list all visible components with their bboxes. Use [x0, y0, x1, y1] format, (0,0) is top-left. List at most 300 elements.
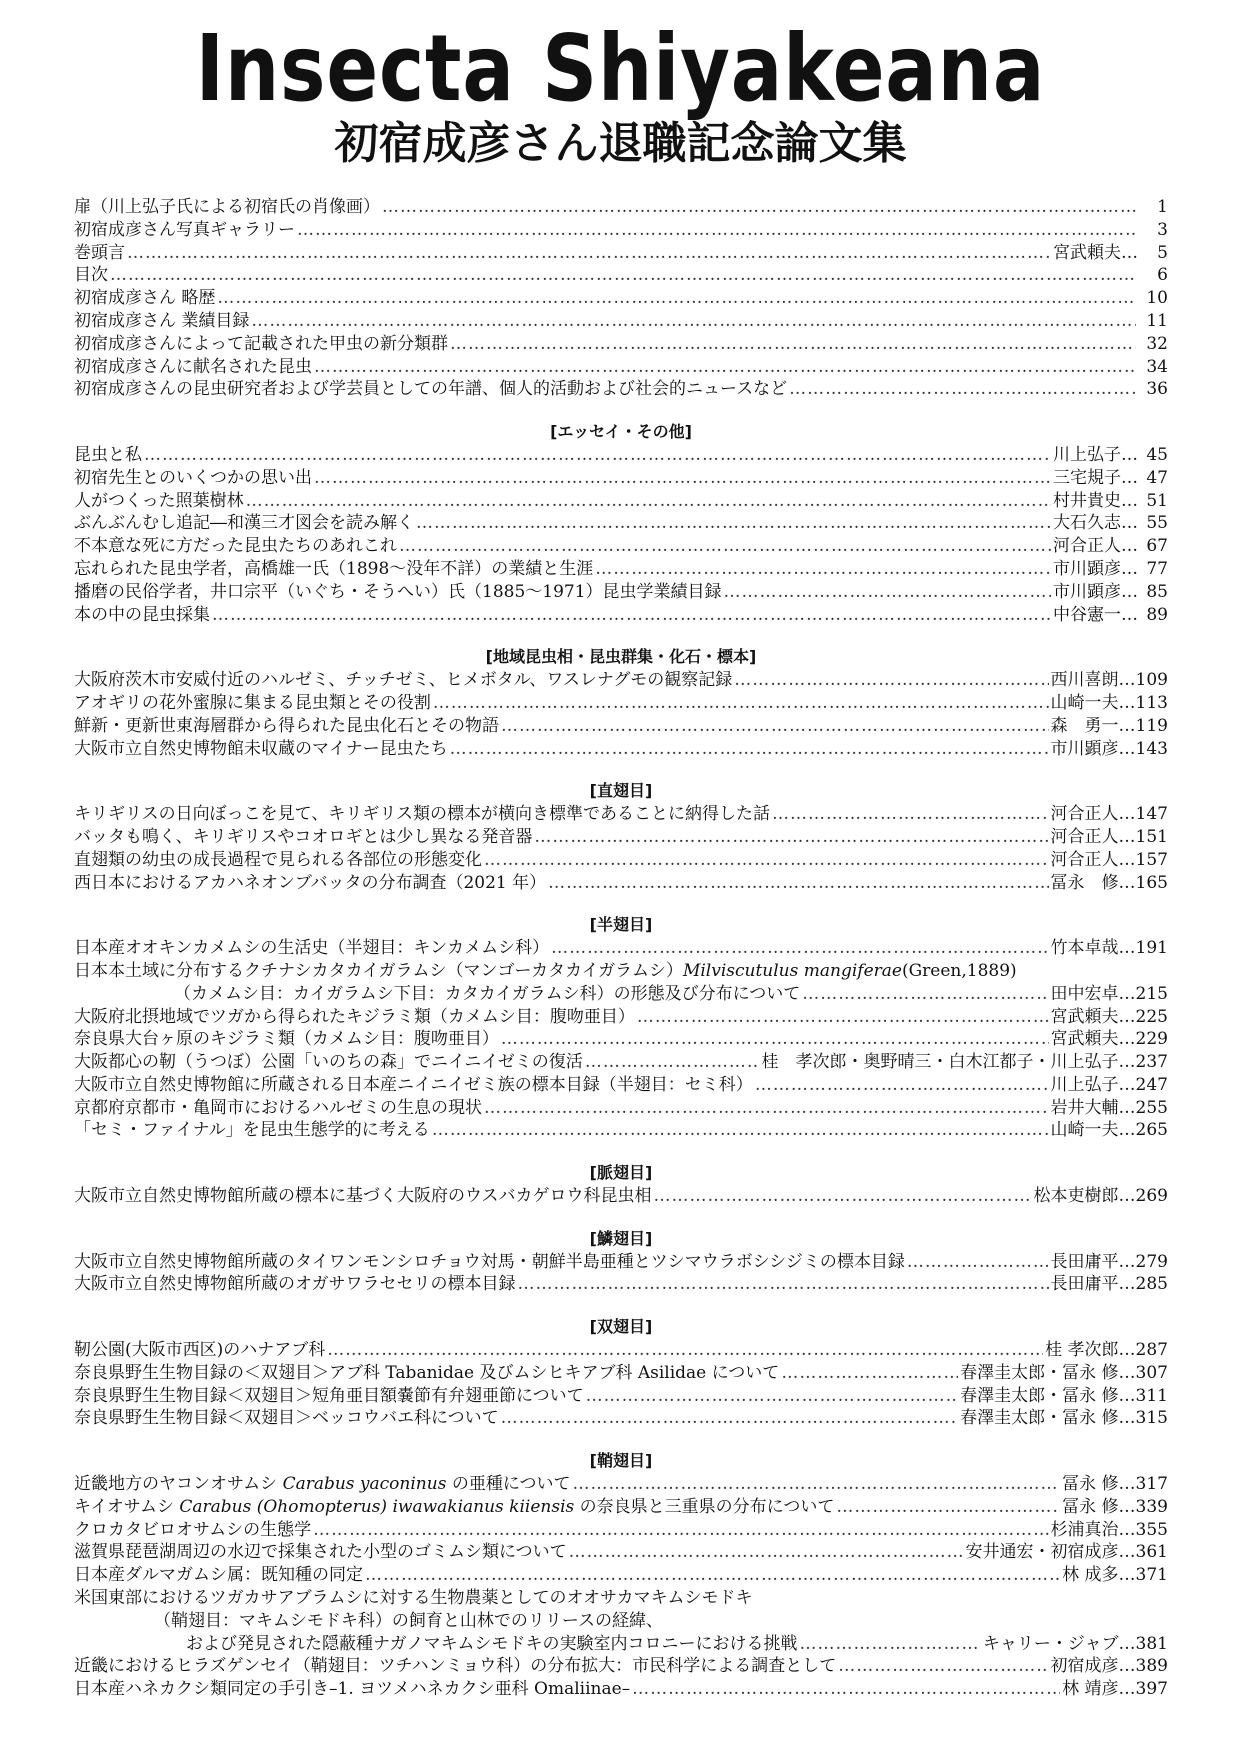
entry-title: 奈良県野生生物目録の＜双翅目＞アブ科 Tabanidae 及びムシヒキアブ科 Asilidae について: [74, 1362, 780, 1383]
leader-dots-short: …: [1118, 738, 1136, 759]
leader-dots: [838, 1655, 1048, 1678]
leader-dots-short: …: [1118, 1408, 1136, 1429]
entry-page-number: 89: [1146, 604, 1168, 625]
section-heading: [エッセイ・その他]: [550, 422, 692, 442]
toc-entry: [74, 356, 1168, 379]
entry-title-tail: の亜種について: [451, 1474, 571, 1495]
entry-page-number: 381: [1135, 1633, 1168, 1654]
entry-author: 春澤圭太郎・冨永 修: [960, 1408, 1119, 1429]
entry-page-number: 191: [1135, 938, 1168, 959]
entry-title: 大阪府北摂地域でツガから得られたキジラミ類（カメムシ目：腹吻亜目）: [74, 1006, 635, 1027]
leader-dots: [755, 1074, 1049, 1097]
leader-dots-short: …: [1118, 692, 1136, 713]
entry-title-group: [74, 581, 722, 604]
leader-dots-short: …: [1118, 1519, 1136, 1540]
leader-dots: [800, 1633, 981, 1656]
entry-page-number: 5: [1157, 242, 1168, 263]
entry-author: 桂 孝次郎: [1045, 1340, 1119, 1361]
toc-entry: [74, 1119, 1168, 1142]
entry-page-number: 389: [1135, 1656, 1168, 1677]
entry-author: 冨永 修: [1062, 1496, 1119, 1517]
entry-title: 米国東部におけるツガカサアブラムシに対する生物農薬としてのオオサカマキムシモドキ: [74, 1588, 753, 1609]
entry-title-group: [74, 310, 249, 333]
toc-entry: [74, 1074, 1168, 1097]
toc-entry-line: [74, 1610, 1168, 1633]
entry-page-number: 11: [1146, 310, 1168, 331]
entry-title: 人がつくった照葉樹林: [74, 490, 244, 511]
entry-page-number: 1: [1157, 197, 1168, 217]
toc-entry: [74, 444, 1168, 467]
toc-entry: [74, 535, 1168, 558]
entry-title: アオギリの花外蜜腺に集まる昆虫類とその役割: [74, 692, 431, 713]
leader-dots: [382, 196, 1136, 219]
leader-dots: [110, 264, 1136, 287]
section-heading: [脈翅目]: [589, 1163, 653, 1183]
leader-dots-short: …: [1121, 513, 1138, 534]
leader-dots-short: …: [1118, 1340, 1136, 1361]
toc-entry: [74, 287, 1168, 310]
entry-title: キリギリスの日向ぼっこを見て、キリギリス類の標本が横向き標準であることに納得した話: [74, 804, 770, 825]
entry-title-group: [74, 692, 431, 715]
entry-title: キイオサムシ: [74, 1496, 174, 1517]
entry-page-number: 225: [1135, 1006, 1168, 1027]
entry-title-group: [74, 803, 770, 826]
entry-title-group: [74, 490, 244, 513]
entry-page-number: 307: [1135, 1362, 1168, 1383]
toc-entry: [74, 333, 1168, 356]
toc-entry: [74, 1564, 1168, 1587]
entry-page-number: 215: [1135, 983, 1168, 1004]
entry-title: 大阪市立自然史博物館所蔵のタイワンモンシロチョウ対馬・朝鮮半島亜種とツシマウラボシシジミの標本目録: [74, 1251, 905, 1272]
leader-dots: [217, 287, 1136, 310]
leader-dots-short: …: [1118, 1362, 1136, 1383]
entry-author: 田中宏卓: [1050, 983, 1119, 1004]
leader-dots: [595, 558, 1051, 581]
toc-entry: [74, 1496, 1168, 1519]
leader-dots-short: …: [1121, 558, 1138, 579]
toc-entry: [74, 378, 1168, 401]
leader-dots: [327, 1339, 1043, 1362]
entry-page-number: 157: [1135, 849, 1168, 870]
entry-title-group: [74, 937, 549, 960]
section-heading: [直翅目]: [589, 781, 653, 801]
leader-dots-short: …: [1118, 1496, 1136, 1517]
entry-page-number: 255: [1135, 1097, 1168, 1118]
entry-page-number: 10: [1146, 288, 1168, 309]
leader-dots-short: …: [1118, 1474, 1136, 1495]
entry-author: 冨永 修: [1062, 1474, 1119, 1495]
entry-title-group: [74, 219, 295, 242]
entry-title: 直翅類の幼虫の成長過程で見られる各部位の形態変化: [74, 849, 482, 870]
entry-author: 山崎一夫: [1050, 692, 1119, 713]
leader-dots-short: …: [1118, 1274, 1136, 1295]
entry-title: バッタも鳴く、キリギリスやコオロギとは少し異なる発音器: [74, 826, 533, 847]
toc-entry-line: [74, 960, 1168, 983]
toc-entry: [74, 872, 1168, 895]
entry-title: 日本産オオキンカメムシの生活史（半翅目：キンカメムシ科）: [74, 938, 550, 959]
entry-page-number: 339: [1135, 1496, 1168, 1517]
leader-dots: [246, 490, 1051, 513]
entry-page-number: 247: [1135, 1074, 1168, 1095]
entry-title-group: [74, 715, 499, 738]
entry-title-tail: (Green,1889): [901, 960, 1017, 981]
entry-scientific-name: Carabus (Ohomopterus) iwawakianus kiiensis: [179, 1496, 575, 1517]
toc-entry: [74, 581, 1168, 604]
entry-title-tail: の奈良県と三重県の分布について: [579, 1496, 835, 1517]
entry-title: 初宿先生とのいくつかの思い出: [74, 467, 312, 488]
toc-entry: [74, 715, 1168, 738]
entry-author: 宮武頼夫: [1053, 242, 1121, 263]
leader-dots: [501, 715, 1049, 738]
entry-title-group: [74, 1496, 834, 1519]
table-of-contents: [74, 196, 1168, 1701]
entry-page-number: 287: [1135, 1340, 1168, 1361]
entry-page-number: 55: [1146, 513, 1168, 534]
leader-dots-short: …: [1121, 467, 1138, 488]
entry-title-group: [74, 1473, 571, 1496]
entry-title-group: [174, 983, 800, 1006]
leader-dots-short: …: [1118, 1006, 1136, 1027]
entry-title: 不本意な死に方だった昆虫たちのあれこれ: [74, 536, 397, 557]
leader-dots: [127, 242, 1051, 265]
leader-dots: [569, 1541, 964, 1564]
entry-title: 靭公園(大阪市西区)のハナアブ科: [74, 1340, 326, 1361]
toc-entry: [74, 1655, 1168, 1678]
toc-entry: [74, 196, 1168, 219]
entry-author: 冨永 修: [1050, 872, 1119, 893]
leader-dots: [432, 1119, 1049, 1142]
leader-dots: [789, 378, 1136, 401]
entry-author: 大石久志: [1053, 513, 1121, 534]
entry-title: 大阪都心の靭（うつぼ）公園「いのちの森」でニイニイゼミの復活: [74, 1052, 583, 1073]
leader-dots: [781, 1362, 958, 1385]
leader-dots: [548, 872, 1048, 895]
entry-page-number: 45: [1146, 444, 1168, 465]
entry-author: 桂 孝次郎・奥野晴三・白木江都子・川上弘子: [761, 1052, 1119, 1073]
leader-dots-short: …: [1118, 1052, 1136, 1073]
toc-entry: [74, 242, 1168, 265]
entry-title: （鞘翅目：マキムシモドキ科）の飼育と山林でのリリースの経緯、: [154, 1610, 663, 1631]
leader-dots-short: …: [1118, 826, 1136, 847]
entry-author: 三宅規子: [1053, 467, 1121, 488]
entry-author: 河合正人: [1050, 826, 1119, 847]
entry-title: 播磨の民俗学者，井口宗平（いぐち・そうへい）氏（1885～1971）昆虫学業績目録: [74, 581, 722, 602]
entry-page-number: 279: [1135, 1251, 1168, 1272]
entry-author: 宮武頼夫: [1050, 1029, 1119, 1050]
entry-title: 日本産ダルマガムシ属：既知種の同定: [74, 1565, 363, 1586]
entry-title-group: [74, 467, 312, 490]
entry-author: 川上弘子: [1053, 444, 1121, 465]
toc-entry: [74, 1273, 1168, 1296]
entry-title-group: [74, 1407, 499, 1430]
leader-dots: [484, 1097, 1049, 1120]
entry-title: 「セミ・ファイナル」を昆虫生態学的に考える: [74, 1120, 430, 1141]
toc-entry: [74, 1541, 1168, 1564]
entry-author: 川上弘子: [1050, 1074, 1119, 1095]
entry-title: 初宿成彦さん 業績目録: [74, 310, 250, 331]
entry-title-group: [74, 1097, 482, 1120]
leader-dots: [802, 983, 1048, 1006]
leader-dots-short: …: [1121, 604, 1138, 625]
toc-entry: [74, 669, 1168, 692]
toc-entry: [74, 264, 1168, 287]
leader-dots: [654, 1185, 1032, 1208]
leader-dots: [772, 803, 1049, 826]
entry-title: 大阪市立自然史博物館に所蔵される日本産ニイニイゼミ族の標本目録（半翅目：セミ科）: [74, 1074, 753, 1095]
leader-dots-short: …: [1121, 444, 1138, 465]
entry-title: 日本本土域に分布するクチナシカタカイガラムシ（マンゴーカタカイガラムシ）: [74, 960, 683, 981]
toc-entry: [74, 1473, 1168, 1496]
entry-title-group: [74, 1678, 630, 1701]
leader-dots-short: …: [1118, 1679, 1136, 1700]
leader-dots-short: …: [1118, 1074, 1136, 1095]
toc-entry: [74, 937, 1168, 960]
entry-page-number: 371: [1135, 1565, 1168, 1586]
entry-title-group: [74, 1362, 779, 1385]
entry-page-number: 165: [1135, 872, 1168, 893]
journal-title: Insecta Shiyakeana: [195, 15, 1046, 122]
entry-author: 宮武頼夫: [1050, 1006, 1119, 1027]
entry-title: 目次: [74, 265, 108, 286]
leader-dots: [836, 1496, 1060, 1519]
entry-title: 初宿成彦さんによって記載された甲虫の新分類群: [74, 333, 448, 354]
toc-entry: [74, 558, 1168, 581]
toc-entry: [74, 1051, 1168, 1074]
leader-dots: [314, 467, 1051, 490]
leader-dots-short: …: [1118, 1565, 1136, 1586]
entry-title: 京都府京都市・亀岡市におけるハルゼミの生息の現状: [74, 1097, 482, 1118]
entry-page-number: 237: [1135, 1052, 1168, 1073]
entry-author: 市川顕彦: [1053, 581, 1121, 602]
entry-title-group: [74, 558, 593, 581]
entry-page-number: 77: [1146, 558, 1168, 579]
leader-dots-short: …: [1118, 804, 1136, 825]
toc-entry: [74, 604, 1168, 627]
entry-title-group: [74, 264, 108, 287]
entry-title: 近畿地方のヤコンオサムシ: [74, 1474, 278, 1495]
leader-dots: [251, 310, 1136, 333]
leader-dots: [907, 1251, 1049, 1274]
entry-author: 安井通宏・初宿成彦: [965, 1542, 1119, 1563]
leader-dots: [586, 1385, 958, 1408]
entry-title-group: [74, 1006, 635, 1029]
section-heading: [半翅目]: [589, 915, 653, 935]
entry-title-group: [74, 1273, 516, 1296]
leader-dots-short: …: [1118, 715, 1136, 736]
leader-dots-short: …: [1118, 849, 1136, 870]
entry-author: 長田庸平: [1050, 1251, 1119, 1272]
entry-page-number: 51: [1146, 490, 1168, 511]
entry-page-number: 147: [1135, 804, 1168, 825]
leader-dots: [518, 1273, 1049, 1296]
leader-dots: [416, 512, 1051, 535]
leader-dots: [450, 738, 1049, 761]
entry-title-group: [74, 738, 448, 761]
leader-dots-short: …: [1121, 490, 1138, 511]
entry-page-number: 85: [1146, 581, 1168, 602]
toc-entry: [74, 1678, 1168, 1701]
entry-page-number: 34: [1146, 356, 1168, 377]
entry-page-number: 361: [1135, 1542, 1168, 1563]
entry-title: 昆虫と私: [74, 444, 142, 465]
leader-dots: [632, 1678, 1060, 1701]
entry-title: 大阪市立自然史博物館所蔵のオガサワラセセリの標本目録: [74, 1274, 516, 1295]
entry-title-group: [74, 378, 787, 401]
toc-entry: [74, 1251, 1168, 1274]
entry-title-group: [74, 1655, 836, 1678]
leader-dots: [212, 604, 1051, 627]
leader-dots: [551, 937, 1048, 960]
leader-dots-short: …: [1118, 670, 1136, 691]
entry-page-number: 119: [1135, 715, 1168, 736]
leader-dots-short: …: [1118, 1120, 1136, 1141]
leader-dots: [585, 1051, 760, 1074]
toc-entry: [74, 1185, 1168, 1208]
leader-dots: [724, 581, 1051, 604]
leader-dots: [365, 1564, 1060, 1587]
entry-title-group: [74, 826, 532, 849]
entry-page-number: 315: [1135, 1408, 1168, 1429]
leader-dots: [433, 692, 1049, 715]
entry-title: 滋賀県琵琶湖周辺の水辺で採集された小型のゴミムシ類について: [74, 1542, 567, 1563]
entry-page-number: 265: [1135, 1120, 1168, 1141]
leader-dots-short: …: [1121, 581, 1138, 602]
toc-entry: [74, 467, 1168, 490]
entry-title: 奈良県野生生物目録＜双翅目＞ベッコウバエ科について: [74, 1408, 499, 1429]
toc-entry-line: [74, 1587, 1168, 1610]
entry-author: 林 成多: [1062, 1565, 1119, 1586]
toc-entry: [74, 1028, 1168, 1051]
entry-title-group: [74, 1339, 325, 1362]
entry-author: 松本吏樹郎: [1033, 1186, 1119, 1207]
entry-title: 近畿におけるヒラズゲンセイ（鞘翅目：ツチハンミョウ科）の分布拡大：市民科学による調査として: [74, 1656, 837, 1677]
toc-entry: [74, 310, 1168, 333]
entry-author: 林 靖彦: [1062, 1679, 1119, 1700]
entry-author: 市川顕彦: [1050, 738, 1119, 759]
entry-title-group: [74, 1251, 905, 1274]
entry-page-number: 113: [1135, 692, 1168, 713]
entry-title-group: [74, 333, 448, 356]
toc-entry: [74, 1097, 1168, 1120]
toc-entry: [74, 1362, 1168, 1385]
entry-page-number: 36: [1146, 379, 1168, 400]
entry-title: ぶんぶんむし追記―和漢三才図会を読み解く: [74, 513, 414, 534]
entry-page-number: 6: [1157, 265, 1168, 286]
leader-dots-short: …: [1118, 1251, 1136, 1272]
entry-title: 扉（川上弘子氏による初宿氏の肖像画）: [74, 197, 380, 217]
entry-page-number: 32: [1146, 333, 1168, 354]
leader-dots-short: …: [1121, 536, 1138, 557]
entry-title-group: [74, 1385, 584, 1408]
entry-title-group: [74, 1051, 583, 1074]
leader-dots: [313, 1519, 1048, 1542]
entry-page-number: 109: [1135, 670, 1168, 691]
entry-title-group: [74, 1074, 753, 1097]
entry-title: 西日本におけるアカハネオンブバッタの分布調査（2021 年）: [74, 872, 547, 893]
section-heading: [双翅目]: [589, 1317, 653, 1337]
entry-title: 奈良県大台ヶ原のキジラミ類（カメムシ目：腹吻亜目）: [74, 1029, 499, 1050]
entry-author: 森 勇一: [1050, 715, 1119, 736]
entry-author: 春澤圭太郎・冨永 修: [960, 1385, 1119, 1406]
entry-title: 巻頭言: [74, 242, 125, 263]
section-heading: [地域昆虫相・昆虫群集・化石・標本]: [485, 647, 757, 667]
section-heading: [鱗翅目]: [589, 1228, 653, 1248]
entry-title: 鮮新・更新世東海層群から得られた昆虫化石とその物語: [74, 715, 499, 736]
entry-title-group: [74, 1519, 311, 1542]
entry-author: 中谷憲一: [1053, 604, 1121, 625]
entry-scientific-name: Milviscutulus mangiferae: [682, 960, 902, 981]
entry-title: 忘れられた昆虫学者，高橋雄一氏（1898～没年不詳）の業績と生涯: [74, 558, 594, 579]
leader-dots-short: …: [1118, 1656, 1136, 1677]
entry-page-number: 67: [1146, 536, 1168, 557]
leader-dots-short: …: [1118, 983, 1136, 1004]
leader-dots-short: …: [1118, 1385, 1136, 1406]
toc-entry: [74, 1407, 1168, 1430]
entry-author: 岩井大輔: [1050, 1097, 1119, 1118]
toc-entry: [74, 738, 1168, 761]
leader-dots: [297, 219, 1136, 242]
entry-page-number: 285: [1135, 1274, 1168, 1295]
entry-author: 河合正人: [1050, 804, 1119, 825]
entry-author: キャリー・ジャブ: [982, 1633, 1119, 1654]
toc-entry: [74, 692, 1168, 715]
entry-page-number: 3: [1157, 219, 1168, 240]
entry-author: 西川喜朗: [1050, 670, 1119, 691]
leader-dots-short: …: [1118, 1097, 1136, 1118]
toc-entry: [74, 803, 1168, 826]
entry-title: 初宿成彦さん写真ギャラリー: [74, 219, 295, 240]
entry-title: （カメムシ目：カイガラムシ下目：カタカイガラムシ科）の形態及び分布について: [174, 983, 801, 1004]
entry-title: 奈良県野生生物目録＜双翅目＞短角亜目額嚢節有弁翅亜節について: [74, 1385, 584, 1406]
entry-page-number: 311: [1135, 1385, 1168, 1406]
toc-entry: [74, 1006, 1168, 1029]
leader-dots: [484, 849, 1049, 872]
entry-author: 初宿成彦: [1050, 1656, 1119, 1677]
entry-author: 村井貴史: [1053, 490, 1121, 511]
leader-dots-short: …: [1118, 938, 1136, 959]
entry-author: 河合正人: [1053, 536, 1121, 557]
entry-title: 初宿成彦さんに献名された昆虫: [74, 356, 312, 377]
leader-dots: [501, 1028, 1049, 1051]
leader-dots-short: …: [1121, 242, 1138, 263]
leader-dots-short: …: [1118, 872, 1136, 893]
entry-title-group: [74, 1028, 499, 1051]
leader-dots: [144, 444, 1051, 467]
toc-entry: [74, 1633, 1168, 1656]
toc-entry: [74, 490, 1168, 513]
entry-author: 竹本卓哉: [1050, 938, 1119, 959]
entry-title-group: [74, 1564, 363, 1587]
toc-entry: [74, 1519, 1168, 1542]
toc-entry: [74, 512, 1168, 535]
entry-title-group: [74, 1185, 652, 1208]
section-heading: [鞘翅目]: [589, 1451, 653, 1471]
entry-title-group: [74, 356, 312, 379]
leader-dots: [501, 1407, 958, 1430]
entry-title: 初宿成彦さんの昆虫研究者および学芸員としての年譜、個人的活動および社会的ニュースなど: [74, 379, 788, 400]
leader-dots: [314, 356, 1136, 379]
entry-author: 杉浦真治: [1050, 1519, 1119, 1540]
journal-subtitle: 初宿成彦さん退職記念論文集: [334, 118, 907, 169]
entry-title-group: [74, 444, 142, 467]
entry-title: 日本産ハネカクシ類同定の手引き–1. ヨツメハネカクシ亜科 Omaliinae–: [74, 1679, 631, 1700]
entry-title-group: [74, 1119, 430, 1142]
entry-page-number: 269: [1135, 1186, 1168, 1207]
entry-title-group: [74, 669, 732, 692]
entry-author: 春澤圭太郎・冨永 修: [960, 1362, 1119, 1383]
entry-author: 長田庸平: [1050, 1274, 1119, 1295]
leader-dots: [534, 826, 1048, 849]
